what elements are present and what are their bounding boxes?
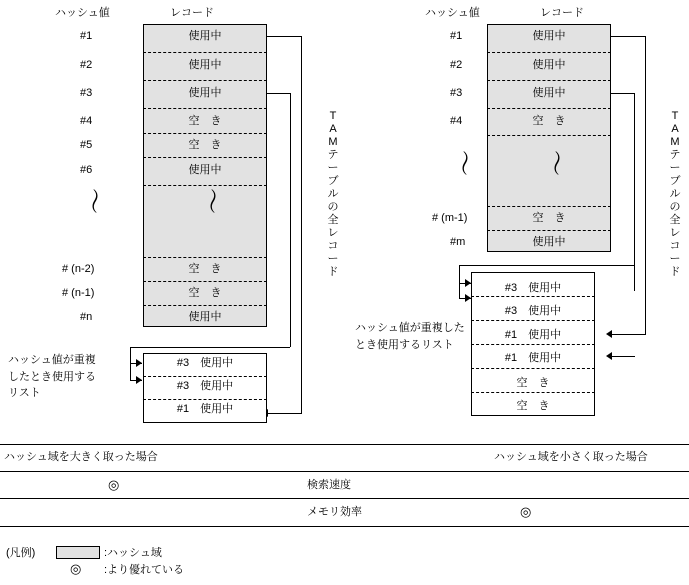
left-conn-list-top	[130, 347, 290, 348]
left-row-1: 使用中	[188, 30, 222, 42]
left-hash-label-3: #3	[80, 87, 93, 99]
left-row-3: 使用中	[188, 87, 222, 99]
left-row-2: 使用中	[188, 59, 222, 71]
left-divider-3	[143, 108, 267, 109]
right-conn-list-left	[459, 265, 460, 298]
legend-mark: ◎	[70, 561, 82, 576]
left-hash-label-6: #6	[80, 164, 93, 176]
left-hash-label-4: #4	[80, 115, 93, 127]
right-list-divider-3	[471, 344, 595, 345]
left-divider-1	[143, 52, 267, 53]
right-hash-label-m: #m	[450, 236, 466, 248]
left-arrow-list-2	[136, 376, 142, 384]
left-hash-label-1: #1	[80, 30, 93, 42]
right-list-row-3: #1 使用中	[504, 329, 562, 341]
right-row-m1: 空 き	[532, 212, 566, 224]
left-hash-label-ellipsis: 〜	[79, 187, 109, 215]
right-arrow-into-list-1	[606, 330, 612, 338]
left-divider-9	[143, 305, 267, 306]
right-hash-label-1: #1	[450, 30, 463, 42]
right-divider-3	[487, 108, 611, 109]
right-bus-vertical-2	[634, 93, 635, 291]
left-side-label: T A M テ ー ブ ル の 全 レ コ ー ド	[327, 110, 339, 278]
left-divider-8	[143, 281, 267, 282]
right-header-hash: ハッシュ値	[425, 7, 480, 19]
left-arrow-list-1	[136, 359, 142, 367]
comparison-row-2-label: メモリ効率	[307, 506, 362, 518]
left-row-n1: 空 き	[188, 287, 222, 299]
left-divider-5	[143, 157, 267, 158]
right-list-row-4: #1 使用中	[504, 352, 562, 364]
left-divider-4	[143, 133, 267, 134]
right-list-divider-5	[471, 392, 595, 393]
left-row-n: 使用中	[188, 311, 222, 323]
comparison-rule-2	[0, 498, 689, 499]
legend-title: (凡例)	[6, 547, 36, 559]
right-header-record: レコード	[540, 7, 584, 19]
left-row-5: 空 き	[188, 139, 222, 151]
right-row-4: 空 き	[532, 115, 566, 127]
right-list-row-5: 空 き	[516, 377, 550, 389]
right-hash-label-2: #2	[450, 59, 463, 71]
left-list-divider-2	[143, 399, 267, 400]
left-bus-vertical-2	[290, 93, 291, 347]
right-list-row-2: #3 使用中	[504, 305, 562, 317]
left-bottom-caption: ハッシュ域を大きく取った場合	[4, 451, 158, 463]
right-hash-label-3: #3	[450, 87, 463, 99]
right-hash-label-ellipsis: 〜	[449, 149, 479, 177]
left-hash-label-2: #2	[80, 59, 93, 71]
left-divider-6	[143, 185, 267, 186]
right-list-divider-4	[471, 368, 595, 369]
legend-swatch-label: :ハッシュ域	[104, 547, 162, 559]
right-list-divider-1	[471, 296, 595, 297]
comparison-rule-1	[0, 471, 689, 472]
right-conn-list-top	[459, 265, 634, 266]
left-hash-label-n: #n	[80, 311, 93, 323]
right-hash-label-m1: # (m-1)	[432, 212, 468, 224]
left-bus-vertical	[301, 36, 302, 413]
left-row-4: 空 き	[188, 115, 222, 127]
left-row-6: 使用中	[188, 164, 222, 176]
legend-swatch	[56, 546, 100, 559]
right-list-row-1: #3 使用中	[504, 282, 562, 294]
left-list-divider-1	[143, 376, 267, 377]
right-side-label: T A M テ ー ブ ル の 全 レ コ ー ド	[669, 110, 681, 278]
left-list-row-1: #3 使用中	[176, 357, 234, 369]
right-hash-label-4: #4	[450, 115, 463, 127]
comparison-top-rule	[0, 444, 689, 445]
right-arrow-into-list-2	[606, 352, 612, 360]
left-row-n2: 空 き	[188, 263, 222, 275]
left-header-hash: ハッシュ値	[55, 7, 110, 19]
right-row-2: 使用中	[532, 59, 566, 71]
right-list-caption: ハッシュ値が重複したとき使用するリスト	[355, 322, 465, 351]
right-conn-bus-a	[611, 334, 646, 335]
left-list-caption-line1: ハッシュ値が重複したとき使用するリスト	[8, 354, 96, 399]
right-row-m: 使用中	[532, 236, 566, 248]
left-hash-label-n2: # (n-2)	[62, 263, 95, 275]
right-conn-row1	[611, 36, 646, 37]
left-divider-2	[143, 80, 267, 81]
left-header-record: レコード	[170, 7, 214, 19]
left-list-row-3: #1 使用中	[176, 403, 234, 415]
left-conn-row1	[267, 36, 302, 37]
left-row-ellipsis: 〜	[197, 187, 227, 215]
right-divider-2	[487, 80, 611, 81]
legend-mark-label: :より優れている	[104, 564, 185, 576]
comparison-bottom-rule	[0, 526, 689, 527]
right-divider-6	[487, 230, 611, 231]
right-list-row-6: 空 き	[516, 400, 550, 412]
left-hash-label-5: #5	[80, 139, 93, 151]
right-row-1: 使用中	[532, 30, 566, 42]
right-list-divider-2	[471, 320, 595, 321]
right-divider-4	[487, 135, 611, 136]
right-bus-vertical	[645, 36, 646, 334]
comparison-row-2-right-mark: ◎	[520, 504, 532, 519]
right-bottom-caption: ハッシュ域を小さく取った場合	[494, 451, 648, 463]
right-row-3: 使用中	[532, 87, 566, 99]
left-hash-label-n1: # (n-1)	[62, 287, 95, 299]
comparison-row-1-label: 検索速度	[307, 479, 351, 491]
right-divider-5	[487, 206, 611, 207]
right-divider-1	[487, 52, 611, 53]
left-list-row-2: #3 使用中	[176, 380, 234, 392]
right-conn-bus-b	[611, 356, 635, 357]
left-divider-7	[143, 257, 267, 258]
left-conn-to-list	[267, 413, 302, 414]
right-row-ellipsis: 〜	[541, 149, 571, 177]
right-conn-row3	[611, 93, 635, 94]
comparison-row-1-left-mark: ◎	[108, 477, 120, 492]
left-conn-row3	[267, 93, 291, 94]
